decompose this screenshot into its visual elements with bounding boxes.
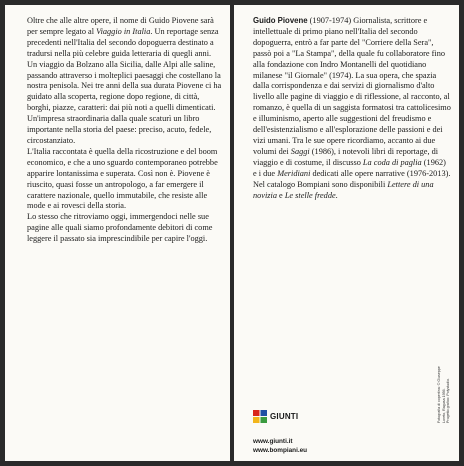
paragraph: Oltre che alle altre opere, il nome di Guido Piovene sarà per sempre legato al Viaggio in Italia. Un reportage senza precedenti nell'Italia del secondo dopoguerra destinato a tradursi nella più celebre guida letteraria di quegli anni. Un viaggio da Bolzano alla Sicilia, dalle Alpi alle saline, passando attraverso i molteplici paesaggi che costellano la nostra penisola. Nei tre anni della sua durata Piovene ci ha guidato alla scoperta, regione dopo regione, di città, borghi, piazze, caratteri: dai più noti a quelli dimenticati.	[27, 16, 222, 113]
publisher-name: GIUNTI	[270, 412, 299, 421]
logo-square-blue	[261, 410, 268, 416]
website-link-giunti[interactable]: www.giunti.it	[253, 438, 293, 445]
logo-square-yellow	[253, 417, 260, 423]
paragraph: Lo stesso che ritroviamo oggi, immergendoci nelle sue pagine alle quali siamo profondamente debitori di come leggere il passato sia imprescindibile per capire l'oggi.	[27, 212, 213, 244]
paragraph: Guido Piovene (1907-1974) Giornalista, scrittore e intellettuale di primo piano nell'Italia del secondo dopoguerra, entrò a far parte del "Corriere della Sera", passò poi a "La Stampa", della quale fu collaboratore fino alla fondazione con Indro Montanelli del quotidiano milanese "il Giornale" (1974). La sua opera, che spazia dalla corrispondenza e dai servizi di giornalismo d'alto livello alle pagine di viaggio e di riflessione, al racconto, al romanzo, è quella di un saggista formatosi tra cattolicesimo e illuminismo, aperto alle suggestioni del freudismo e dell'esistenzialismo e all'esplorazione delle passioni e dei vizi umani. Tra le sue opere ricordiamo, accanto ai due volumi dei Saggi (1986), i notevoli libri di reportage, di viaggio e di costume, il discusso La coda di paglia (1962) e i due Meridiani dedicati alle opere narrative (1976-2013).	[253, 16, 451, 178]
publisher-websites	[253, 437, 307, 455]
website-link-bompiani[interactable]: www.bompiani.eu	[253, 447, 308, 454]
photo-credit: Fotografia di copertina: © Giuseppe Loreto, Ragusa 1956.	[437, 366, 446, 423]
italic-title: Saggi	[290, 146, 310, 156]
italic-title: Viaggio in Italia	[96, 26, 151, 36]
logo-square-red	[253, 410, 260, 416]
left-flap	[5, 5, 230, 461]
italic-title: Lettere di una novizia	[253, 179, 434, 200]
publisher-logo	[253, 410, 298, 423]
right-flap	[234, 5, 459, 461]
author-name: Guido Piovene	[253, 16, 308, 25]
logo-square-green	[261, 417, 268, 423]
left-flap-text	[27, 16, 223, 245]
cover-credits	[437, 363, 453, 423]
design-credit: Progetto grafico: Polystudio.	[446, 378, 451, 423]
paragraph: Nel catalogo Bompiani sono disponibili Lettere di una novizia e Le stelle fredde.	[253, 179, 434, 200]
paragraph: Un'impresa straordinaria dalla quale scaturì un libro importante nella storia del paese: preciso, acuto, fedele, circostanziato.	[27, 114, 212, 145]
italic-title: La coda di paglia	[362, 157, 422, 167]
giunti-logo-icon	[253, 410, 267, 423]
italic-title: Le stelle fredde	[284, 190, 336, 200]
author-bio	[253, 16, 451, 201]
paragraph: L'Italia raccontata è quella della ricostruzione e del boom economico, e che a uno sguardo contemporaneo potrebbe apparire lontanissima e superata. Così non è. Piovene è riuscito, quasi fosse un antropologo, a far emergere il carattere nazionale, quello immutabile, che resiste alle mode e ai rovesci della storia.	[27, 146, 218, 211]
italic-title: Meridiani	[277, 168, 311, 178]
